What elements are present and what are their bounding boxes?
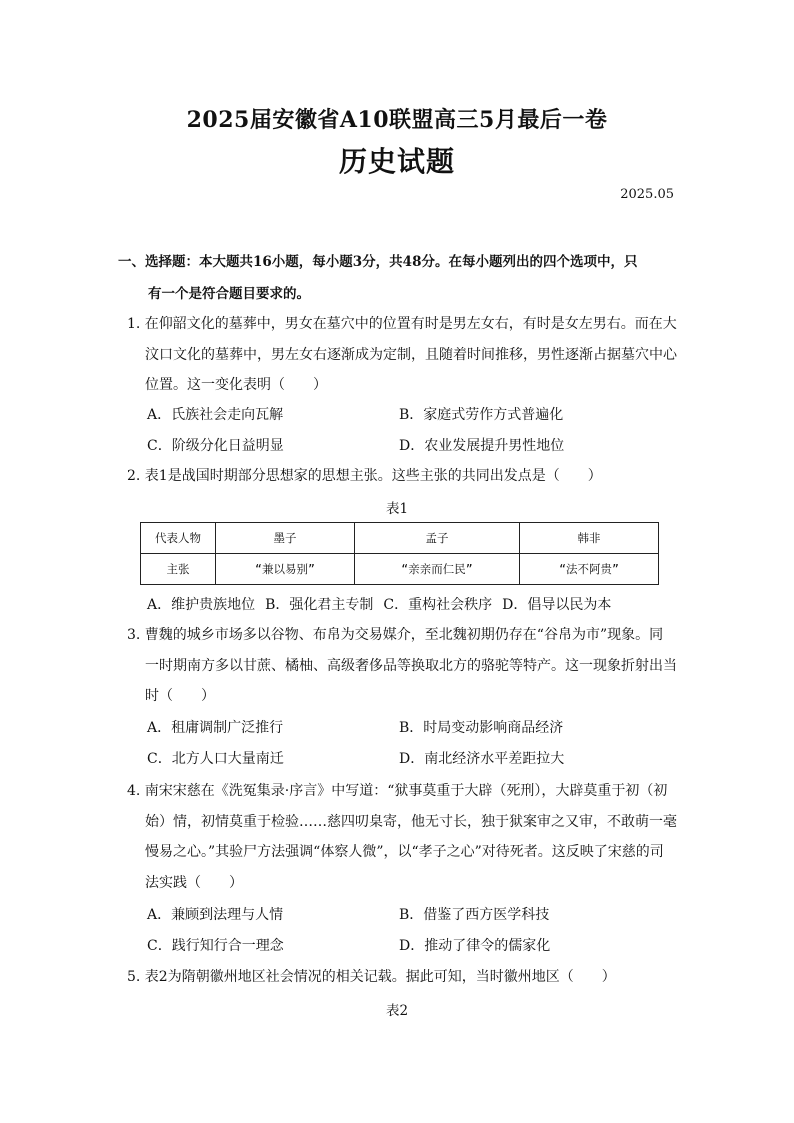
question-4 [127,776,677,898]
table-1-caption: 表1 [385,501,409,517]
exam-title: 2025届安徽省A10联盟高三5月最后一卷 [186,107,608,133]
question-3-options [147,711,677,773]
option-d[interactable]: D．农业发展提升男性地位 [399,437,565,454]
option-b[interactable]: B．时局变动影响商品经济 [399,719,564,736]
option-d[interactable]: D．倡导以民为本 [502,596,612,613]
option-a[interactable]: A．维护贵族地位 [147,596,256,613]
table-cell: 主张 [141,554,216,585]
table-header-row [141,523,659,554]
option-d[interactable]: D．南北经济水平差距拉大 [399,750,565,767]
question-5 [127,962,677,993]
table-cell: “法不阿贵” [520,554,659,585]
question-1-options [147,398,677,460]
subject-title: 历史试题 [338,145,455,178]
exam-date: 2025.05 [620,187,674,202]
table-2-caption: 表2 [385,1003,409,1019]
question-3 [127,620,677,712]
table-cell: 墨子 [216,523,355,554]
table-cell: 孟子 [354,523,519,554]
question-1 [127,309,677,401]
option-b[interactable]: B．借鉴了西方医学科技 [399,906,550,923]
table-1 [140,522,659,585]
option-a[interactable]: A．租庸调制广泛推行 [147,719,284,736]
question-4-options [147,898,677,960]
question-2-options [147,588,677,619]
section-line-1: 一、选择题：本大题共16小题，每小题3分，共48分。在每小题列出的四个选项中，只 [118,254,638,270]
question-stem: 4. 南宋宋慈在《洗冤集录·序言》中写道：“狱事莫重于大辟（死刑），大辟莫重于初（初始）情，初情莫重于检验……慈四叨臬寄，他无寸长，独于狱案审之又审，不敢萌一毫慢易之心。”其验尸方法强调“体察人微”，以“孝子之心”对待死者。这反映了宋慈的司法实践（ ） [127,783,677,891]
option-c[interactable]: C．北方人口大量南迁 [147,750,284,767]
option-b[interactable]: B．强化君主专制 [265,596,374,613]
option-c[interactable]: C．重构社会秩序 [383,596,493,613]
table-row [141,554,659,585]
question-stem: 5. 表2为隋朝徽州地区社会情况的相关记载。据此可知，当时徽州地区（ ） [127,969,616,985]
option-a[interactable]: A．氏族社会走向瓦解 [147,406,284,423]
option-c[interactable]: C．阶级分化日益明显 [147,437,284,454]
option-a[interactable]: A．兼顾到法理与人情 [147,906,284,923]
question-stem: 2. 表1是战国时期部分思想家的思想主张。这些主张的共同出发点是（ ） [127,468,602,484]
question-2 [127,461,677,492]
option-b[interactable]: B．家庭式劳作方式普遍化 [399,406,564,423]
section-line-2: 有一个是符合题目要求的。 [148,286,310,302]
option-d[interactable]: D．推动了律令的儒家化 [399,937,551,954]
section-instructions [118,246,678,310]
question-stem: 3. 曹魏的城乡市场多以谷物、布帛为交易媒介，至北魏初期仍存在“谷帛为市”现象。同一时期南方多以甘蔗、橘柚、高级奢侈品等换取北方的骆驼等特产。这一现象折射出当时（ ） [127,627,677,704]
option-c[interactable]: C．践行知行合一理念 [147,937,284,954]
table-cell: 代表人物 [141,523,216,554]
table-cell: “兼以易别” [216,554,355,585]
table-cell: 韩非 [520,523,659,554]
question-stem: 1. 在仰韶文化的墓葬中，男女在墓穴中的位置有时是男左女右，有时是女左男右。而在大汶口文化的墓葬中，男左女右逐渐成为定制，且随着时间推移，男性逐渐占据墓穴中心位置。这一变化表明（ ） [127,316,677,393]
table-cell: “亲亲而仁民” [354,554,519,585]
